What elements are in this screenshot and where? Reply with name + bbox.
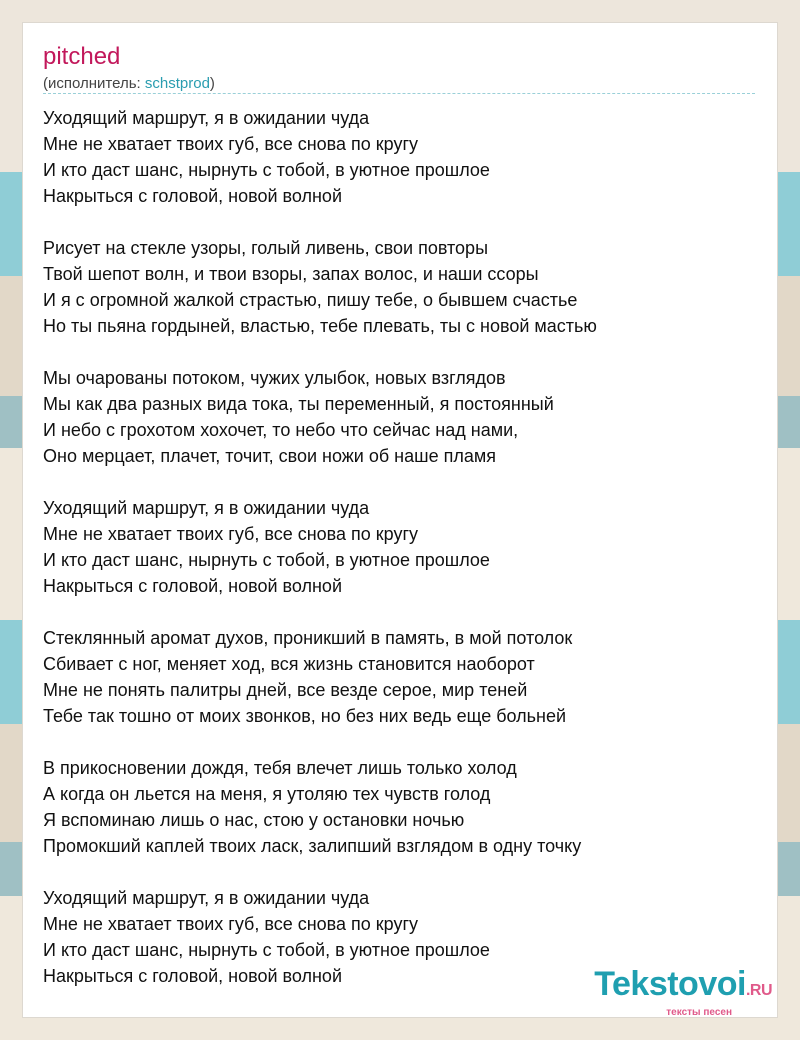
- lyric-line: Рисует на стекле узоры, голый ливень, свои повторы: [43, 238, 489, 258]
- lyric-line: Мы очарованы потоком, чужих улыбок, новых взглядов: [43, 368, 506, 388]
- site-logo[interactable]: [594, 967, 772, 1018]
- lyric-line: Мне не хватает твоих губ, все снова по кругу: [43, 524, 419, 544]
- lyric-line: А когда он льется на меня, я утоляю тех чувств голод: [43, 784, 491, 804]
- lyric-line: Уходящий маршрут, я в ожидании чуда: [43, 498, 370, 518]
- lyric-line: Накрыться с головой, новой волной: [43, 966, 342, 986]
- lyric-line: В прикосновении дождя, тебя влечет лишь только холод: [43, 758, 517, 778]
- lyric-line: Оно мерцает, плачет, точит, свои ножи об наше пламя: [43, 446, 496, 466]
- logo-tagline: тексты песен: [666, 1007, 732, 1018]
- lyric-line: Мы как два разных вида тока, ты переменный, я постоянный: [43, 394, 554, 414]
- lyric-line: И я с огромной жалкой страстью, пишу тебе, о бывшем счастье: [43, 290, 578, 310]
- logo-tld: .RU: [745, 982, 772, 999]
- stanza: [43, 235, 763, 339]
- lyric-line: Накрыться с головой, новой волной: [43, 186, 342, 206]
- song-title[interactable]: pitched: [43, 43, 121, 70]
- artist-link[interactable]: schstprod: [144, 75, 210, 92]
- lyric-line: Уходящий маршрут, я в ожидании чуда: [43, 888, 370, 908]
- stanza: [43, 755, 763, 859]
- lyrics-card: [22, 22, 778, 1018]
- lyric-line: Промокший каплей твоих ласк, залипший взглядом в одну точку: [43, 836, 582, 856]
- logo-wordmark: [594, 967, 772, 1008]
- lyric-line: И кто даст шанс, нырнуть с тобой, в уютное прошлое: [43, 160, 490, 180]
- stanza: [43, 365, 763, 469]
- lyric-line: Накрыться с головой, новой волной: [43, 576, 342, 596]
- lyric-line: Тебе так тошно от моих звонков, но без них ведь еще больней: [43, 706, 567, 726]
- lyric-line: Мне не понять палитры дней, все везде серое, мир теней: [43, 680, 528, 700]
- lyric-line: И кто даст шанс, нырнуть с тобой, в уютное прошлое: [43, 940, 490, 960]
- stanza: [43, 495, 763, 599]
- logo-name: Tekstovoi: [594, 965, 746, 1003]
- lyric-line: Мне не хватает твоих губ, все снова по кругу: [43, 914, 419, 934]
- lyric-line: Твой шепот волн, и твои взоры, запах волос, и наши ссоры: [43, 264, 539, 284]
- lyric-line: Я вспоминаю лишь о нас, стою у остановки ночью: [43, 810, 465, 830]
- artist-line: [43, 75, 215, 93]
- lyric-line: Уходящий маршрут, я в ожидании чуда: [43, 108, 370, 128]
- lyric-line: И кто даст шанс, нырнуть с тобой, в уютное прошлое: [43, 550, 490, 570]
- lyrics-body: [43, 105, 763, 1015]
- header-divider: [43, 93, 755, 94]
- lyric-line: Мне не хватает твоих губ, все снова по кругу: [43, 134, 419, 154]
- lyric-line: Стеклянный аромат духов, проникший в память, в мой потолок: [43, 628, 573, 648]
- lyric-line: Сбивает с ног, меняет ход, вся жизнь становится наоборот: [43, 654, 535, 674]
- stanza: [43, 105, 763, 209]
- lyric-line: И небо с грохотом хохочет, то небо что сейчас над нами,: [43, 420, 519, 440]
- lyric-line: Но ты пьяна гордыней, властью, тебе плевать, ты с новой мастью: [43, 316, 597, 336]
- artist-suffix: ): [209, 75, 215, 92]
- artist-prefix: (исполнитель:: [43, 75, 145, 92]
- stanza: [43, 625, 763, 729]
